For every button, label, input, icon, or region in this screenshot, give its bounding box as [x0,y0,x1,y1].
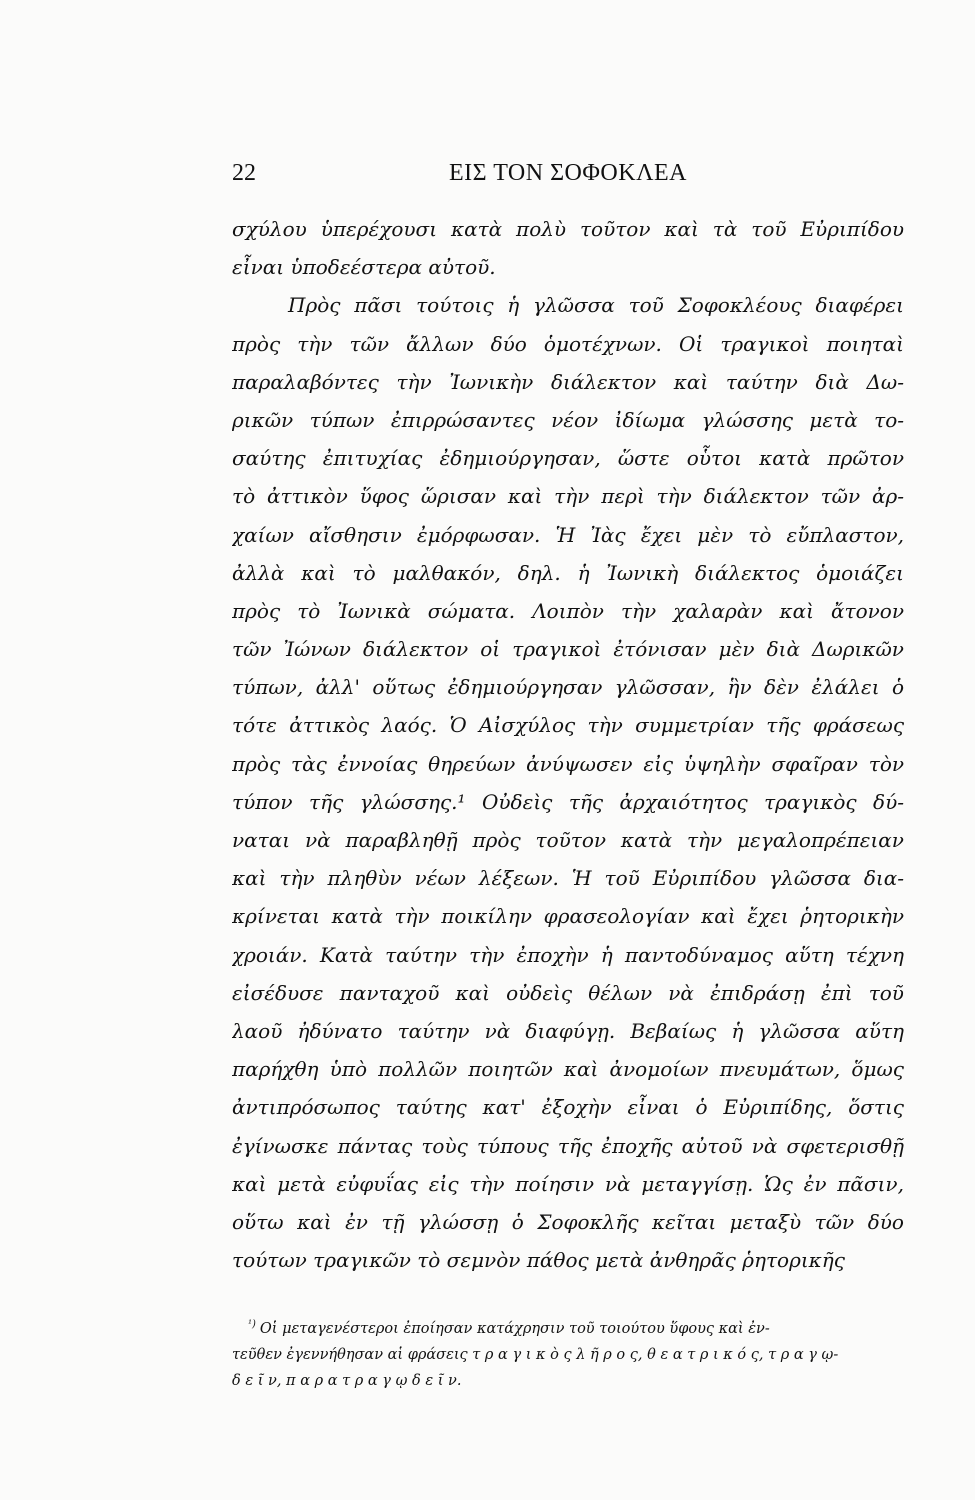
text-line: ἀλλὰ καὶ τὸ μαλθακόν, δηλ. ἡ Ἰωνικὴ διάλεκτος ὁμοιάζει [232,560,904,585]
text-line: τύπων, ἀλλ' οὕτως ἐδημιούργησαν γλῶσσαν, ἣν δὲν ἐλάλει ὁ [232,675,904,700]
text-line: παρήχθη ὑπὸ πολλῶν ποιητῶν καὶ ἀνομοίων πνευμάτων, ὅμως [232,1057,904,1082]
text-line: καὶ τὴν πληθὺν νέων λέξεων. Ἡ τοῦ Εὐριπίδου γλῶσσα δια- [232,866,904,891]
text-line: πρὸς τὸ Ἰωνικὰ σώματα. Λοιπὸν τὴν χαλαρὰν καὶ ἄτονον [232,598,904,623]
text-line: κρίνεται κατὰ τὴν ποικίλην φρασεολογίαν καὶ ἔχει ῥητορικὴν [232,904,904,929]
text-line: σχύλου ὑπερέχουσι κατὰ πολὺ τοῦτον καὶ τὰ τοῦ Εὐριπίδου [232,217,904,241]
footnote [232,1316,904,1394]
text-line: εἶναι ὑποδεέστερα αὐτοῦ. [232,255,496,280]
text-line: καὶ μετὰ εὐφυΐας εἰς τὴν ποίησιν νὰ μεταγγίσῃ. Ὡς ἐν πᾶσιν, [232,1171,904,1196]
text-line: οὕτω καὶ ἐν τῇ γλώσσῃ ὁ Σοφοκλῆς κεῖται μεταξὺ τῶν δύο [232,1209,904,1234]
footnote-marker: ¹) [248,1319,256,1331]
text-line: χροιάν. Κατὰ ταύτην τὴν ἐποχὴν ἡ παντοδύναμος αὕτη τέχνη [232,942,904,967]
text-line: πρὸς τὴν τῶν ἄλλων δύο ὁμοτέχνων. Οἱ τραγικοὶ ποιηταὶ [232,331,904,356]
text-line: τύπον τῆς γλώσσης.¹ Οὐδεὶς τῆς ἀρχαιότητος τραγικὸς δύ- [232,789,904,814]
text-line: πρὸς τὰς ἐννοίας θηρεύων ἀνύψωσεν εἰς ὑψηλὴν σφαῖραν τὸν [232,751,904,776]
text-line: παραλαβόντες τὴν Ἰωνικὴν διάλεκτον καὶ ταύτην διὰ Δω- [232,369,904,394]
text-line: ἀντιπρόσωπος ταύτης κατ' ἐξοχὴν εἶναι ὁ Εὐριπίδης, ὅστις [232,1095,904,1120]
page-number: 22 [232,160,256,186]
text-line: λαοῦ ἠδύνατο ταύτην νὰ διαφύγῃ. Βεβαίως ἡ γλῶσσα αὕτη [232,1018,904,1043]
text-line: τούτων τραγικῶν τὸ σεμνὸν πάθος μετὰ ἀνθηρᾶς ῥητορικῆς [232,1248,845,1273]
text-line: χαίων αἴσθησιν ἐμόρφωσαν. Ἡ Ἰὰς ἔχει μὲν τὸ εὔπλαστον, [232,522,904,547]
running-title: ΕΙΣ ΤΟΝ ΣΟΦΟΚΛΕΑ [449,160,687,186]
footnote-line: τεῦθεν ἐγεννήθησαν αἱ φράσεις τ ρ α γ ι κ ὸ ς λ ῆ ρ ο ς, θ ε α τ ρ ι κ ό ς, τ ρ α γ ῳ- [232,1347,839,1363]
text-line: τῶν Ἰώνων διάλεκτον οἱ τραγικοὶ ἐτόνισαν μὲν διὰ Δωρικῶν [232,637,904,662]
text-line: ρικῶν τύπων ἐπιρρώσαντες νέον ἰδίωμα γλώσσης μετὰ το- [232,407,904,432]
text-line: ναται νὰ παραβληθῇ πρὸς τοῦτον κατὰ τὴν μεγαλοπρέπειαν [232,828,904,852]
text-line: Πρὸς πᾶσι τούτοις ἡ γλῶσσα τοῦ Σοφοκλέους διαφέρει [288,293,904,318]
text-line: τότε ἀττικὸς λαός. Ὁ Αἰσχύλος τὴν συμμετρίαν τῆς φράσεως [232,713,904,738]
text-line: ἐγίνωσκε πάντας τοὺς τύπους τῆς ἐποχῆς αὐτοῦ νὰ σφετερισθῇ [232,1133,904,1158]
text-line: τὸ ἀττικὸν ὕφος ὥρισαν καὶ τὴν περὶ τὴν διάλεκτον τῶν ἀρ- [232,484,904,509]
footnote-line: δ ε ῖ ν, π α ρ α τ ρ α γ ῳ δ ε ῖ ν. [232,1373,462,1389]
page-header [232,160,904,196]
body-text [232,210,904,1279]
text-line: εἰσέδυσε πανταχοῦ καὶ οὐδεὶς θέλων νὰ ἐπιδράσῃ ἐπὶ τοῦ [232,980,904,1005]
footnote-line [232,1316,904,1342]
text-line: σαύτης ἐπιτυχίας ἐδημιούργησαν, ὥστε οὗτοι κατὰ πρῶτον [232,446,904,471]
footnote-text: Οἱ μεταγενέστεροι ἐποίησαν κατάχρησιν τοῦ τοιούτου ὕφους καὶ ἐν- [259,1321,770,1337]
